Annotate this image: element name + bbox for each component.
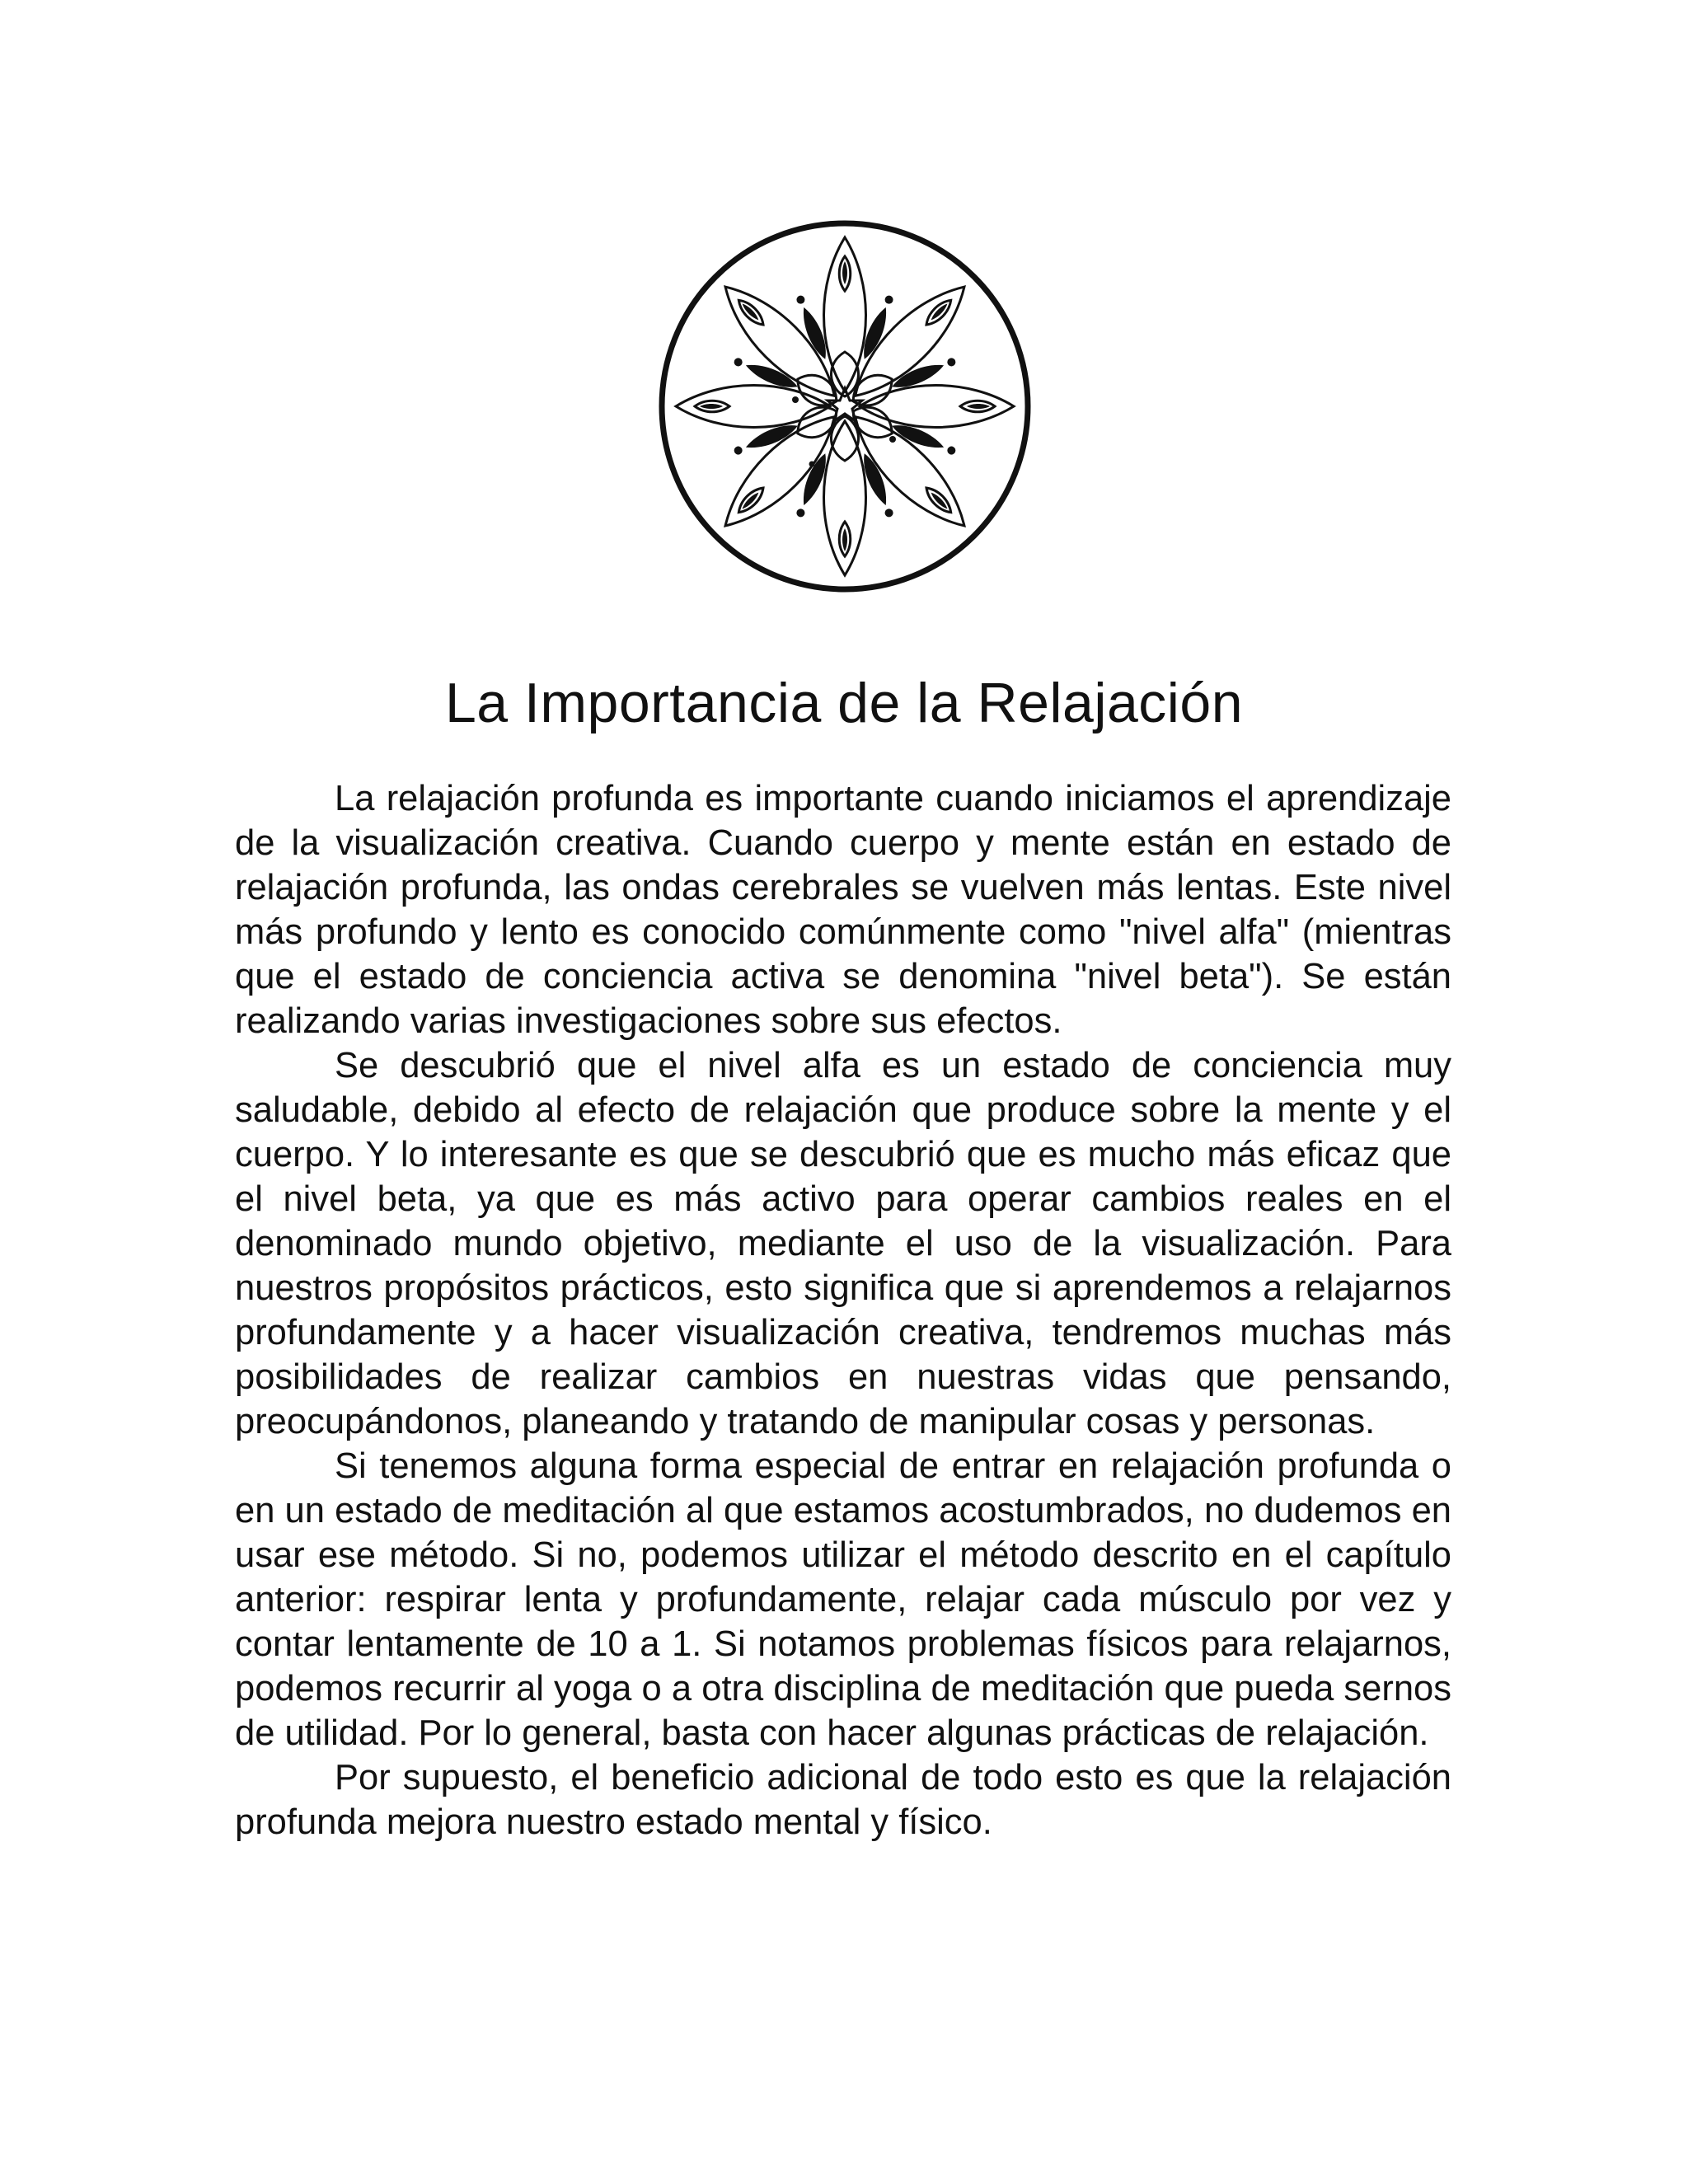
paragraph: Se descubrió que el nivel alfa es un estado de conciencia muy saludable, debido al efecto de relajación que produce sobre la mente y el cuerpo. Y lo interesante es que se descubrió que es mucho más eficaz que el nivel beta, ya que es más activo para operar cambios reales en el denominado mundo objetivo, mediante el uso de la visualización. Para nuestros propósitos prácticos, esto significa que si aprendemos a relajarnos profundamente y a hacer visualización creativa, tendremos muchas más posibilidades de realizar cambios en nuestras vidas que pensando, preocupándonos, planeando y tratando de manipular cosas y personas. bbox=[235, 1046, 1451, 1441]
body-text bbox=[235, 776, 1451, 1844]
paragraph: Por supuesto, el beneficio adicional de todo esto es que la relajación profunda mejora nuestro estado mental y físico. bbox=[235, 1758, 1451, 1842]
page-title: La Importancia de la Relajación bbox=[444, 672, 1244, 734]
paragraph: Si tenemos alguna forma especial de entrar en relajación profunda o en un estado de meditación al que estamos acostumbrados, no dudemos en usar ese método. Si no, podemos utilizar el método descrito en el capítulo anterior: respirar lenta y profundamente, relajar cada músculo por vez y contar lentamente de 10 a 1. Si notamos problemas físicos para relajarnos, podemos recurrir al yoga o a otra disciplina de meditación que pueda sernos de utilidad. Por lo general, basta con hacer algunas prácticas de relajación. bbox=[235, 1446, 1451, 1753]
paragraph: La relajación profunda es importante cuando iniciamos el aprendizaje de la visualización creativa. Cuando cuerpo y mente están en estado de relajación profunda, las ondas cerebrales se vuelven más lentas. Este nivel más profundo y lento es conocido comúnmente como "nivel alfa" (mientras que el estado de conciencia activa se denomina "nivel beta"). Se están realizando varias investigaciones sobre sus efectos. bbox=[235, 779, 1451, 1041]
mandala-flower-icon bbox=[651, 213, 1039, 600]
